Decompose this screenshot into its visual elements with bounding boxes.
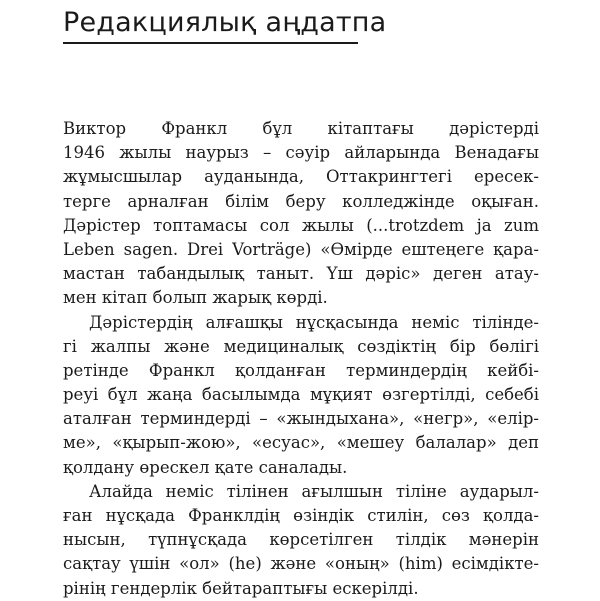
paragraph-1-line: 1946 жылы наурыз – сәуір айларында Венадағы xyxy=(63,143,539,163)
paragraph-1-line: Leben sagen. Drei Vorträge) «Өмірде ештеңеге қара- xyxy=(63,239,539,259)
paragraph-3-line: рінің гендерлік бейтараптығы ескерілді. xyxy=(63,578,419,598)
heading-underline xyxy=(63,42,358,44)
paragraph-1-line: мастан табандылық таныт. Үш дәріс» деген атау- xyxy=(63,264,539,284)
paragraph-1-line: Дәрістер топтамасы сол жылы (...trotzdem ja zum xyxy=(63,215,539,235)
paragraph-2-line: Дәрістердің алғашқы нұсқасында неміс тілінде- xyxy=(89,312,539,332)
paragraph-1-line: мен кітап болып жарық көрді. xyxy=(63,288,328,308)
paragraph-3-line: сақтау үшін «ол» (he) және «оның» (him) есімдікте- xyxy=(63,554,539,574)
paragraph-2-line: қолдану өрескел қате саналады. xyxy=(63,457,348,477)
paragraph-3-line: нысын, түпнұсқада көрсетілген тілдік мәнерін xyxy=(63,530,539,550)
body-text xyxy=(63,117,539,601)
paragraph-2-line: ретінде Франкл қолданған терминдердің кейбі- xyxy=(63,360,539,380)
paragraph-3-line: ған нұсқада Франклдің өзіндік стилін, сөз қолда- xyxy=(63,506,539,525)
paragraph-1-line: терге арналған білім беру колледжінде оқыған. xyxy=(63,191,539,211)
paragraph-2-line: реуі бұл жаңа басылымда мұқият өзгертілді, себебі xyxy=(63,385,539,405)
paragraph-2-line: аталған терминдерді – «жындыхана», «негр», «елір- xyxy=(63,409,539,429)
paragraph-2-line: ме», «қырып-жою», «есуас», «мешеу балалар» деп xyxy=(63,433,539,453)
section-heading: Редакциялық аңдатпа xyxy=(63,7,387,38)
paragraph-3-line: Алайда неміс тілінен ағылшын тіліне аударыл- xyxy=(89,481,539,501)
paragraph-2-line: гі жалпы және медициналық сөздіктің бір бөлігі xyxy=(63,336,539,356)
paragraph-1-line: Виктор Франкл бұл кітаптағы дәрістерді xyxy=(63,119,539,138)
paragraph-1-line: жұмысшылар ауданында, Оттакрингтегі ересек- xyxy=(63,167,539,187)
